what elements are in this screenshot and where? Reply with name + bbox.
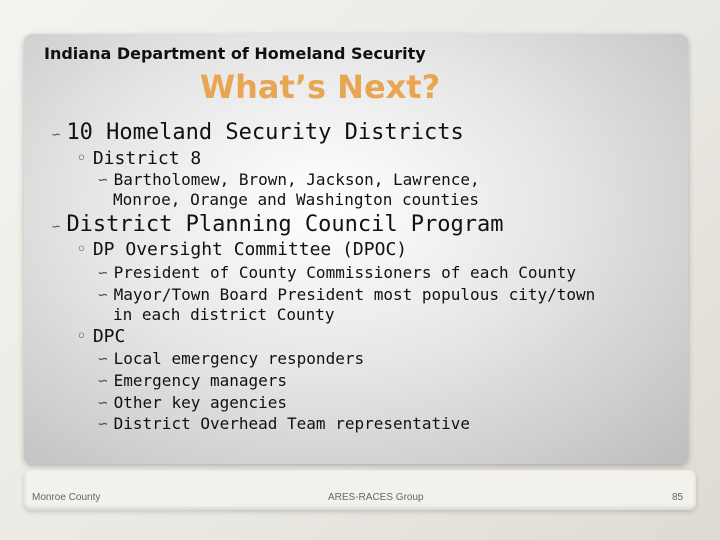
wave-bullet-icon: ∽	[98, 371, 108, 390]
bullet-continuation: Monroe, Orange and Washington counties	[113, 190, 480, 209]
bullet-text: Other key agencies	[113, 393, 288, 412]
bullet-text: Bartholomew, Brown, Jackson, Lawrence,	[113, 170, 480, 189]
wave-bullet-icon: ∽	[98, 349, 108, 368]
bullet-text: 10 Homeland Security Districts	[66, 120, 464, 145]
wave-bullet-icon: ∽	[52, 219, 61, 235]
wave-bullet-icon: ∽	[98, 170, 108, 189]
slide-header: Indiana Department of Homeland Security	[44, 44, 426, 63]
bullet-item	[52, 212, 504, 237]
circle-bullet-icon: ◦	[76, 148, 87, 169]
sub-bullet-item	[76, 148, 201, 169]
bullet-text: Mayor/Town Board President most populous city/town	[113, 285, 596, 304]
sub-sub-bullet-item	[98, 393, 287, 412]
wave-bullet-icon: ∽	[98, 414, 108, 433]
bullet-text: Emergency managers	[113, 371, 288, 390]
sub-sub-bullet-item	[98, 263, 576, 282]
sub-sub-bullet-item	[98, 349, 364, 368]
bullet-text: District Overhead Team representative	[113, 414, 471, 433]
bullet-text: DPC	[92, 326, 126, 347]
bullet-text: District 8	[92, 148, 202, 169]
wave-bullet-icon: ∽	[52, 127, 61, 143]
footer-left-text: Monroe County	[32, 492, 101, 503]
slide-title: What’s Next?	[199, 68, 441, 106]
bullet-item	[52, 120, 464, 145]
bullet-text: District Planning Council Program	[66, 212, 504, 237]
sub-sub-bullet-item	[98, 371, 287, 390]
bullet-text: DP Oversight Committee (DPOC)	[92, 239, 408, 260]
circle-bullet-icon: ◦	[76, 326, 87, 347]
page-number: 85	[672, 492, 684, 503]
sub-bullet-item	[76, 326, 125, 347]
circle-bullet-icon: ◦	[76, 239, 87, 260]
bullet-text: Local emergency responders	[113, 349, 365, 368]
bullet-text: President of County Commissioners of each County	[113, 263, 577, 282]
wave-bullet-icon: ∽	[98, 285, 108, 304]
sub-sub-bullet-item	[98, 414, 470, 433]
bullet-continuation: in each district County	[113, 305, 335, 324]
footer-bar	[24, 470, 696, 510]
wave-bullet-icon: ∽	[98, 263, 108, 282]
sub-sub-bullet-item	[98, 285, 595, 304]
footer-center-text: ARES-RACES Group	[328, 492, 424, 503]
sub-bullet-item	[76, 239, 407, 260]
sub-sub-bullet-item	[98, 170, 480, 189]
wave-bullet-icon: ∽	[98, 393, 108, 412]
